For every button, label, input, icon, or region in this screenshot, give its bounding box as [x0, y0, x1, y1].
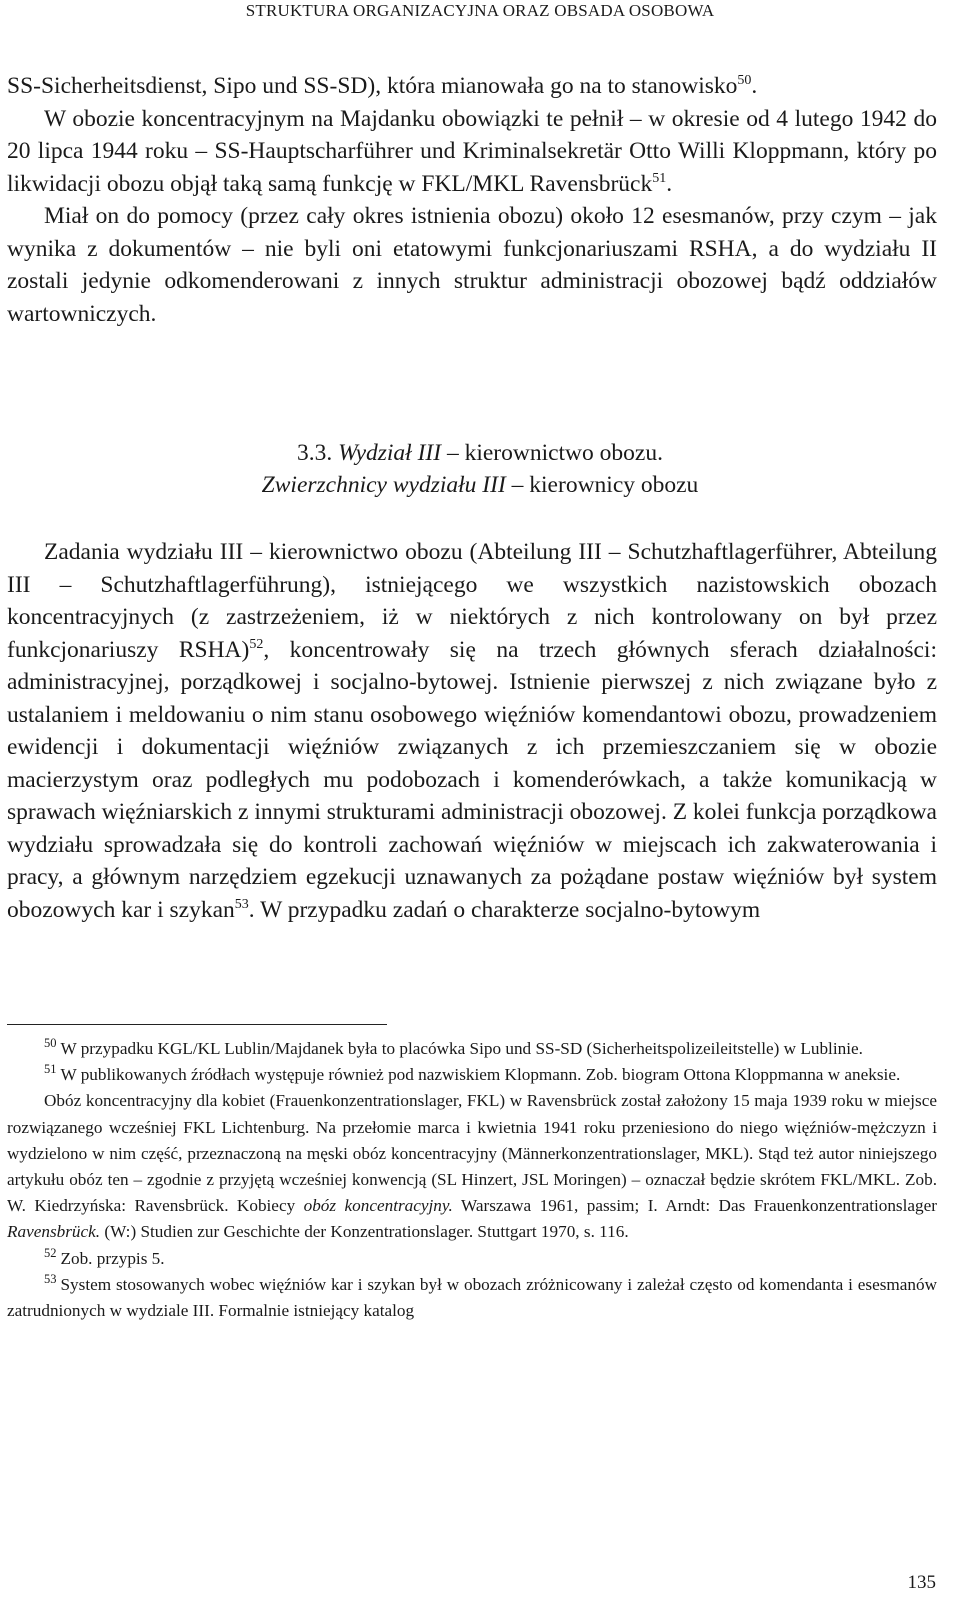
footnote-53: $^{53}$ System stosowanych wobec więźniów kar i szykan był w obozach zróżnicowany i zależał często od komendanta i esesmanów zatrudnionych w wydziale III. Formalnie istniejący katalog [7, 1272, 937, 1321]
footnote-52: $^{52}$ Zob. przypis 5. [44, 1245, 165, 1268]
section-heading [0, 437, 960, 501]
footnote-51: $^{51}$ W publikowanych źródłach występuje również pod nazwiskiem Klopmann. Zob. biogram Ottona Kloppmanna w aneksie. [44, 1062, 901, 1085]
paragraph-kloppmann: W obozie koncentracyjnym na Majdanku obowiązki te pełnił – w okresie od 4 lutego 1942 do 20 lipca 1944 roku – SS-Hauptscharführer und Kriminalsekretär Otto Willi Kloppmann, który po likwidacji obozu objął taką samą funkcję w FKL/MKL Ravensbrück$^{51}$. [7, 105, 937, 197]
footnote-ref-53[interactable]: 53 [234, 896, 249, 912]
body-text-top [7, 70, 937, 330]
footnote-divider [7, 1024, 387, 1025]
section-heading-line-2: Zwierzchnicy wydziału III – kierownicy obozu [261, 472, 699, 498]
paragraph-zadania: Zadania wydziału III – kierownictwo obozu (Abteilung III – Schutzhaftlagerführer, Abteilung III – Schutzhaftlagerführung), istniejącego we wszystkich nazistowskich obozach koncentracyjnych (z zastrzeżeniem, iż w niektórych z nich kontrolowany on był przez funkcjonariuszy RSHA)$^{52}$, koncentrowały się na trzech głównych sferach działalności: administracyjnej, porządkowej i socjalno-bytowej. Istnienie pierwszej z nich związane było z ustalaniem i meldowaniu o nim stanu osobowego więźniów komendantowi obozu, prowadzeniem ewidencji i dokumentacji więźniów związanych z ich przemieszczaniem się w obozie macierzystym oraz podległych mu podobozach i komenderówkach, a także komunikacją w sprawach więźniarskich z innymi strukturami administracji obozowej. Z kolei funkcja porządkowa wydziału sprowadzała się do kontroli zachowań więźniów w miejscach ich zakwaterowania i pracy, a głównym narzędziem egzekucji uznawanych za pożądane postaw więźniów był system obozowych kar i szykan$^{53}$. W przypadku zadań o charakterze socjalno-bytowym [7, 539, 937, 923]
footnote-51-continuation: Obóz koncentracyjny dla kobiet (Frauenkonzentrationslager, FKL) w Ravensbrück został założony 15 maja 1939 roku w miejsce rozwiązanego wcześniej FKL Lichtenburg. Na przełomie marca i kwietnia 1941 roku przeniesiono do niego więźniów-mężczyzn i wydzielono w nim część, przeznaczoną na męski obóz koncentracyjny (Männerkonzentrationslager, MKL). Stąd też autor niniejszego artykułu obóz ten – zgodnie z przyjętą wcześniej konwencją (SL Hinzert, JSL Moringen) – oznaczał będzie skrótem FKL/MKL. Zob. W. Kiedrzyńska: Ravensbrück. Kobiecy obóz koncentracyjny. Warszawa 1961, passim; I. Arndt: Das Frauenkonzentrationslager Ravensbrück. (W:) Studien zur Geschichte der Konzentrationslager. Stuttgart 1970, s. 116. [7, 1091, 937, 1242]
footnote-ref-52[interactable]: 52 [249, 636, 264, 652]
page-number: 135 [907, 1572, 936, 1593]
footnote-50: $^{50}$ W przypadku KGL/KL Lublin/Majdanek była to placówka Sipo und SS-SD (Sicherheitspolizeileitstelle) w Lublinie. [44, 1036, 863, 1058]
running-head: STRUKTURA ORGANIZACYJNA ORAZ OBSADA OSOBOWA [245, 1, 715, 20]
footnotes [7, 1036, 937, 1324]
section-heading-line-1: 3.3. Wydział III – kierownictwo obozu. [297, 440, 663, 466]
section-number: 3.3. [297, 440, 333, 466]
footnote-ref-50[interactable]: 50 [737, 73, 752, 89]
footnote-ref-51[interactable]: 51 [652, 170, 667, 186]
paragraph-esesmani: Miał on do pomocy (przez cały okres istnienia obozu) około 12 esesmanów, przy czym – jak wynika z dokumentów – nie byli oni etatowymi funkcjonariuszami RSHA, a do wydziału II zostali jedynie odkomenderowani z innych struktur administracji obozowej bądź oddziałów wartowniczych. [7, 203, 937, 327]
paragraph-continuation: SS-Sicherheitsdienst, Sipo und SS-SD), która mianowała go na to stanowisko$^{50}$. [7, 73, 758, 99]
body-text-section [7, 536, 937, 926]
